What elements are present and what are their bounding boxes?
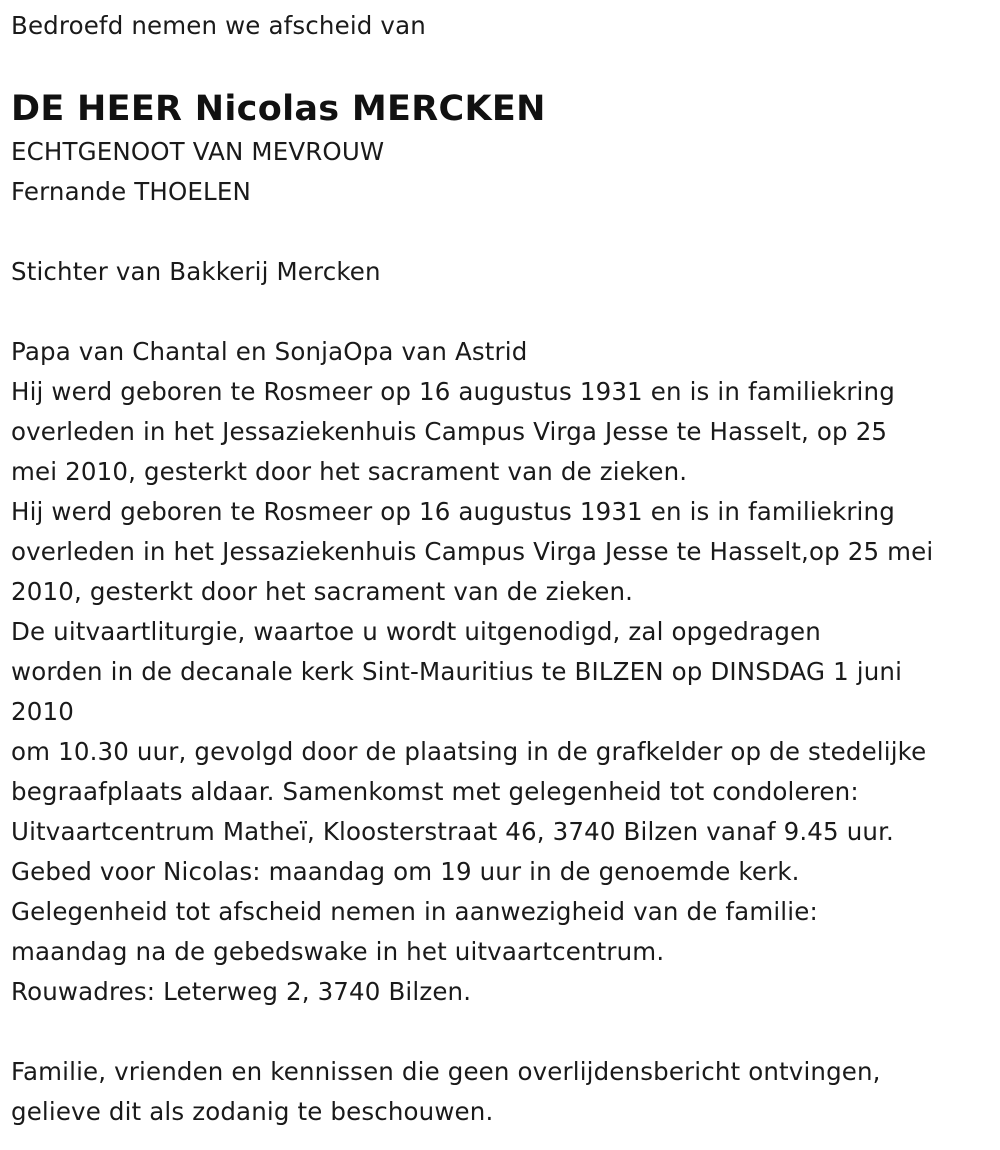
closing-line: gelieve dit als zodanig te beschouwen. xyxy=(11,1097,494,1126)
body-line: Rouwadres: Leterweg 2, 3740 Bilzen. xyxy=(11,977,472,1006)
body-line: worden in de decanale kerk Sint-Mauritius te BILZEN op DINSDAG 1 juni xyxy=(11,657,903,686)
notice-body xyxy=(11,332,1000,1012)
body-line: maandag na de gebedswake in het uitvaartcentrum. xyxy=(11,937,665,966)
body-line: Hij werd geboren te Rosmeer op 16 augustus 1931 en is in familiekring xyxy=(11,497,895,526)
body-line: Gelegenheid tot afscheid nemen in aanwezigheid van de familie: xyxy=(11,897,818,926)
closing-line: Familie, vrienden en kennissen die geen overlijdensbericht ontvingen, xyxy=(11,1057,881,1086)
body-line: mei 2010, gesterkt door het sacrament van de zieken. xyxy=(11,457,688,486)
spacer xyxy=(11,1012,1000,1052)
body-line: Hij werd geboren te Rosmeer op 16 augustus 1931 en is in familiekring xyxy=(11,377,895,406)
body-line: overleden in het Jessaziekenhuis Campus Virga Jesse te Hasselt,op 25 mei xyxy=(11,537,934,566)
body-line: Uitvaartcentrum Matheï, Kloosterstraat 46, 3740 Bilzen vanaf 9.45 uur. xyxy=(11,817,894,846)
spouse-line-1: ECHTGENOOT VAN MEVROUW xyxy=(11,137,385,166)
body-line: Gebed voor Nicolas: maandag om 19 uur in de genoemde kerk. xyxy=(11,857,800,886)
spouse-line-2: Fernande THOELEN xyxy=(11,177,251,206)
intro-text: Bedroefd nemen we afscheid van xyxy=(11,11,426,40)
body-line: 2010 xyxy=(11,697,74,726)
closing-text xyxy=(11,1052,1000,1132)
spacer xyxy=(11,292,1000,332)
body-line: 2010, gesterkt door het sacrament van de zieken. xyxy=(11,577,634,606)
deceased-name: DE HEER Nicolas MERCKEN xyxy=(11,89,546,129)
body-line: om 10.30 uur, gevolgd door de plaatsing in de grafkelder op de stedelijke xyxy=(11,737,927,766)
body-line: begraafplaats aldaar. Samenkomst met gelegenheid tot condoleren: xyxy=(11,777,859,806)
spacer xyxy=(11,212,1000,252)
body-line: Papa van Chantal en SonjaOpa van Astrid xyxy=(11,337,528,366)
body-line: overleden in het Jessaziekenhuis Campus Virga Jesse te Hasselt, op 25 xyxy=(11,417,888,446)
body-line: De uitvaartliturgie, waartoe u wordt uitgenodigd, zal opgedragen xyxy=(11,617,821,646)
founder-text: Stichter van Bakkerij Mercken xyxy=(11,257,381,286)
